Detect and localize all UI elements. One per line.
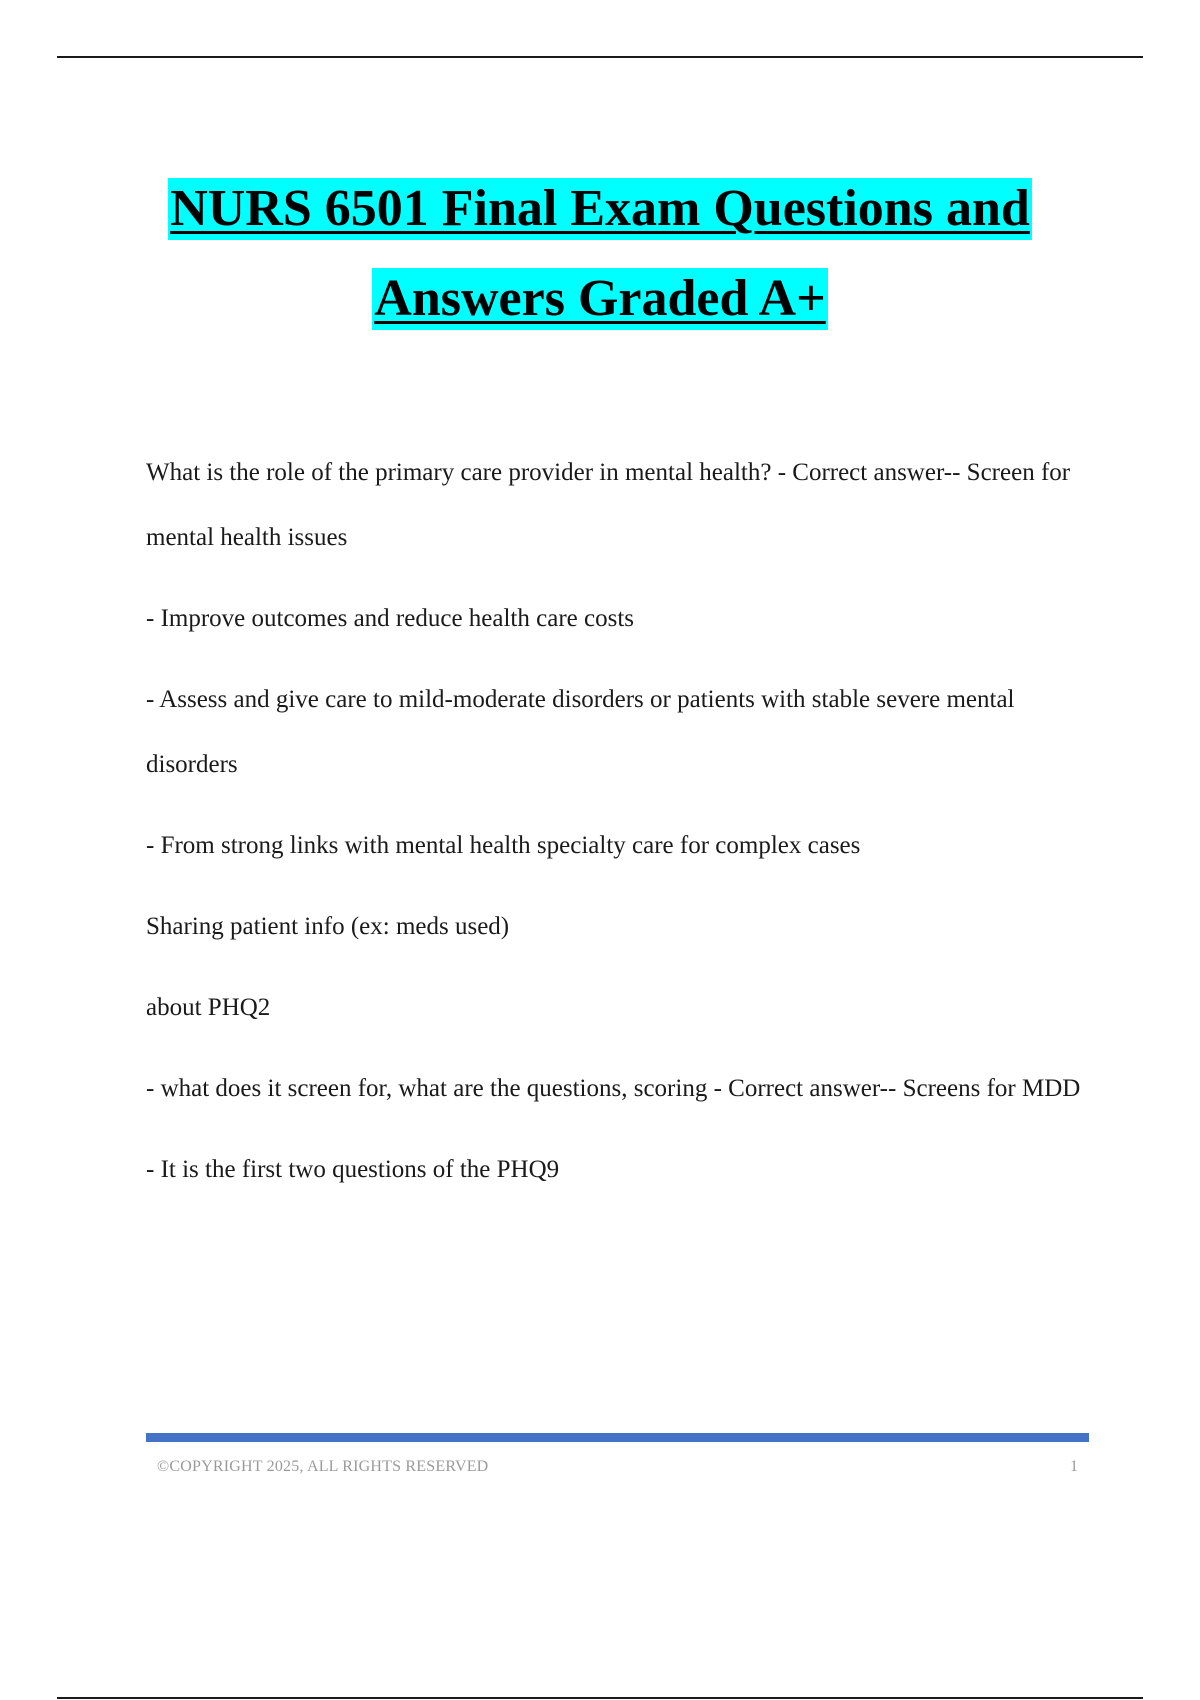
- paragraph-5: Sharing patient info (ex: meds used): [146, 913, 510, 940]
- paragraph-8: - It is the first two questions of the PHQ9: [146, 1156, 560, 1183]
- paragraph-2: - Improve outcomes and reduce health care costs: [146, 605, 634, 632]
- paragraph-4: - From strong links with mental health specialty care for complex cases: [146, 832, 861, 859]
- bottom-rule: [57, 1697, 1143, 1699]
- footer-bar: [146, 1433, 1089, 1442]
- page-number: 1: [1070, 1458, 1078, 1475]
- document-body: [146, 440, 1096, 1218]
- paragraph-6: about PHQ2: [146, 994, 271, 1021]
- document-title: [0, 178, 1200, 330]
- top-rule: [57, 56, 1143, 58]
- footer-copyright: ©COPYRIGHT 2025, ALL RIGHTS RESERVED: [157, 1458, 489, 1475]
- title-line-1: NURS 6501 Final Exam Questions and: [168, 178, 1032, 240]
- paragraph-3: - Assess and give care to mild-moderate disorders or patients with stable severe mental disorders: [146, 686, 1015, 778]
- paragraph-1: What is the role of the primary care provider in mental health? - Correct answer-- Screen for mental health issues: [146, 459, 1071, 551]
- title-line-2: Answers Graded A+: [372, 268, 827, 330]
- paragraph-7: - what does it screen for, what are the questions, scoring - Correct answer-- Screens for MDD: [146, 1075, 1081, 1102]
